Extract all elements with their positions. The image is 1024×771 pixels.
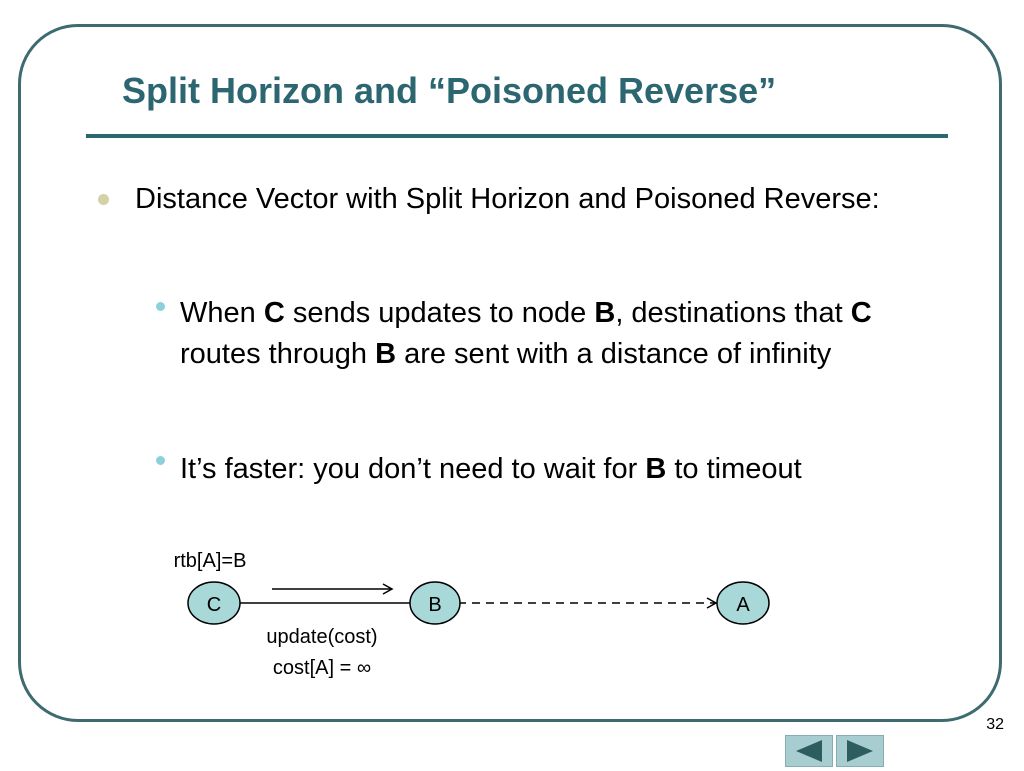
rtb-label: rtb[A]=B: [173, 550, 247, 572]
right-triangle-icon: [837, 736, 883, 766]
next-slide-button[interactable]: [836, 735, 884, 767]
node-a-label: A: [736, 594, 750, 616]
page-number: 32: [986, 716, 1004, 733]
node-c-label: C: [206, 594, 222, 616]
node-b-label: B: [428, 594, 442, 616]
left-triangle-icon: [786, 736, 832, 766]
bullet-faster: It’s faster: you don’t need to wait for B to timeout: [180, 453, 802, 485]
previous-slide-button[interactable]: [785, 735, 833, 767]
update-label: update(cost): [266, 626, 378, 648]
bullet-distance-vector: Distance Vector with Split Horizon and Poisoned Reverse:: [135, 183, 880, 215]
cost-label: cost[A] = ∞: [272, 657, 372, 679]
bullet-when-c-sends: When C sends updates to node B, destinations that C routes through B are sent with a distance of infinity: [180, 297, 872, 370]
slide-title: Split Horizon and “Poisoned Reverse”: [122, 70, 777, 111]
